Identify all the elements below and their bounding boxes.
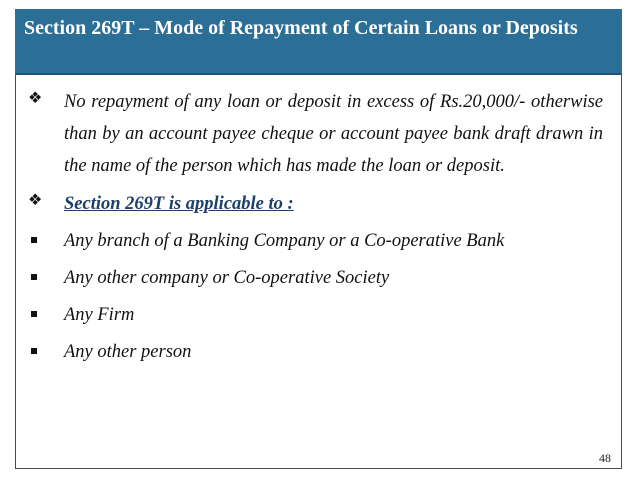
slide-title: Section 269T – Mode of Repayment of Certain Loans or Deposits	[24, 17, 578, 39]
list-item-text: Any Firm	[64, 305, 135, 325]
square-bullet-icon	[31, 311, 37, 317]
list-item-text: Any branch of a Banking Company or a Co-operative Bank	[64, 231, 505, 251]
list-item	[28, 225, 603, 262]
paragraph-item	[28, 86, 603, 182]
subheading-item	[28, 188, 603, 225]
list-item	[28, 336, 603, 373]
list-item	[28, 262, 603, 299]
page-number: 48	[599, 451, 611, 465]
square-bullet-icon	[31, 237, 37, 243]
slide-header	[15, 9, 622, 75]
diamond-arrow-bullet-icon: ❖	[28, 192, 43, 209]
list-item-text: Any other person	[64, 342, 192, 362]
square-bullet-icon	[31, 274, 37, 280]
slide-content	[28, 86, 603, 373]
list-item	[28, 299, 603, 336]
list-item-text: Any other company or Co-operative Society	[64, 268, 390, 288]
applicability-heading: Section 269T is applicable to :	[64, 194, 294, 214]
diamond-arrow-bullet-icon: ❖	[28, 90, 43, 107]
repayment-paragraph: No repayment of any loan or deposit in excess of Rs.20,000/- otherwise than by an account payee cheque or account payee bank draft drawn in the name of the person which has made the loan or deposit.	[64, 92, 603, 176]
square-bullet-icon	[31, 348, 37, 354]
